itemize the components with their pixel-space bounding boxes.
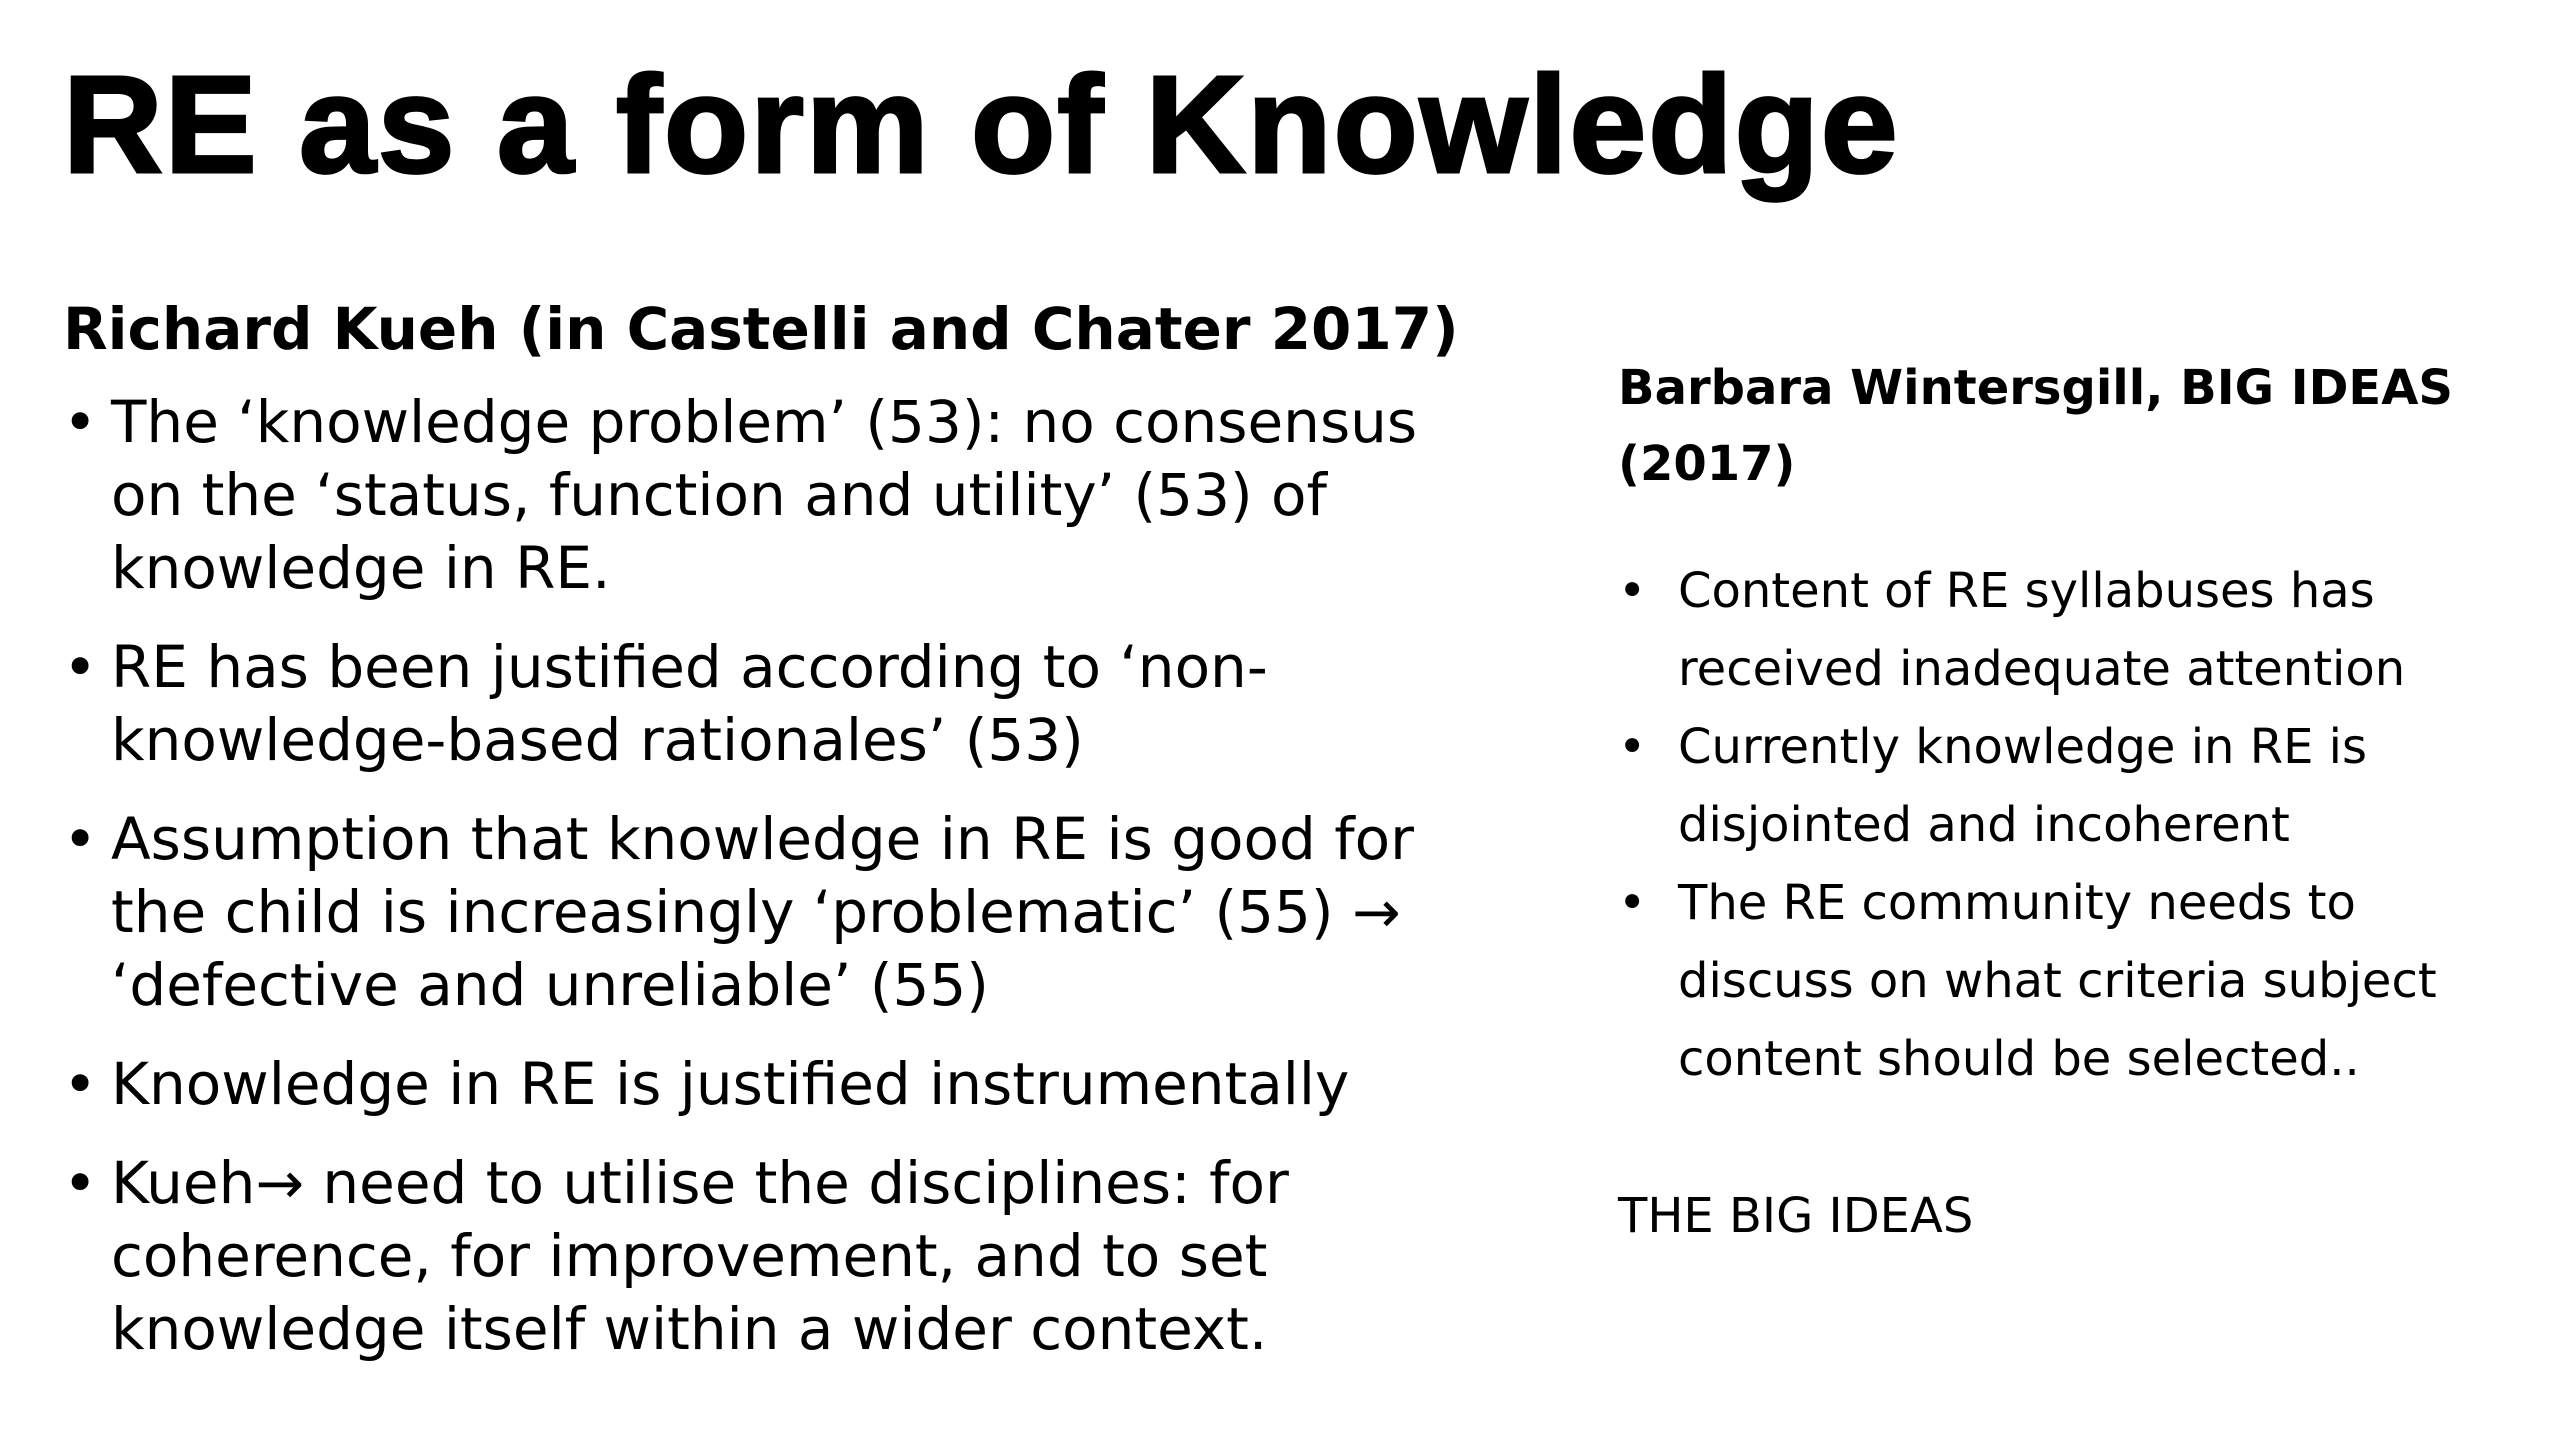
list-item [63, 803, 1483, 1022]
bullet-icon: • [63, 805, 98, 873]
bullet-text: Assumption that knowledge in RE is good for the child is increasingly ‘problematic’ (55) → ‘defective and unreliable’ (55) [111, 805, 1415, 1019]
big-ideas-label: THE BIG IDEAS [1618, 1188, 1974, 1244]
list-item [63, 1147, 1483, 1366]
bullet-icon: • [1618, 875, 1647, 931]
bullet-text: RE has been justified according to ‘non-knowledge-based rationales’ (53) [111, 633, 1268, 774]
left-bullet-list [63, 386, 1483, 1366]
bullet-text: The ‘knowledge problem’ (53): no consensus on the ‘status, function and utility’ (53) of knowledge in RE. [111, 388, 1418, 602]
list-item [63, 631, 1483, 777]
right-heading: Barbara Wintersgill, BIG IDEAS (2017) [1618, 360, 2453, 492]
bullet-icon: • [63, 633, 98, 701]
bullet-text: Currently knowledge in RE is disjointed and incoherent [1678, 719, 2368, 853]
bullet-text: The RE community needs to discuss on what criteria subject content should be selected.. [1678, 875, 2437, 1087]
bullet-icon: • [63, 388, 98, 456]
list-item [1618, 552, 2518, 708]
list-item [1618, 864, 2518, 1098]
bullet-text: Knowledge in RE is justified instrumentally [111, 1050, 1350, 1118]
list-item [63, 1048, 1483, 1121]
list-item [1618, 708, 2518, 864]
bullet-icon: • [1618, 563, 1647, 619]
right-column [1618, 350, 2518, 1302]
left-heading: Richard Kueh (in Castelli and Chater 2017) [63, 295, 1459, 363]
bullet-icon: • [63, 1050, 98, 1118]
bullet-text: Kueh→ need to utilise the disciplines: for coherence, for improvement, and to set knowledge itself within a wider context. [111, 1149, 1289, 1363]
list-item [63, 386, 1483, 605]
right-bullet-list [1618, 552, 2518, 1098]
bullet-icon: • [63, 1149, 98, 1217]
left-column [63, 290, 1483, 1392]
bullet-text: Content of RE syllabuses has received inadequate attention [1678, 563, 2406, 697]
bullet-icon: • [1618, 719, 1647, 775]
slide-title: RE as a form of Knowledge [63, 48, 1900, 202]
